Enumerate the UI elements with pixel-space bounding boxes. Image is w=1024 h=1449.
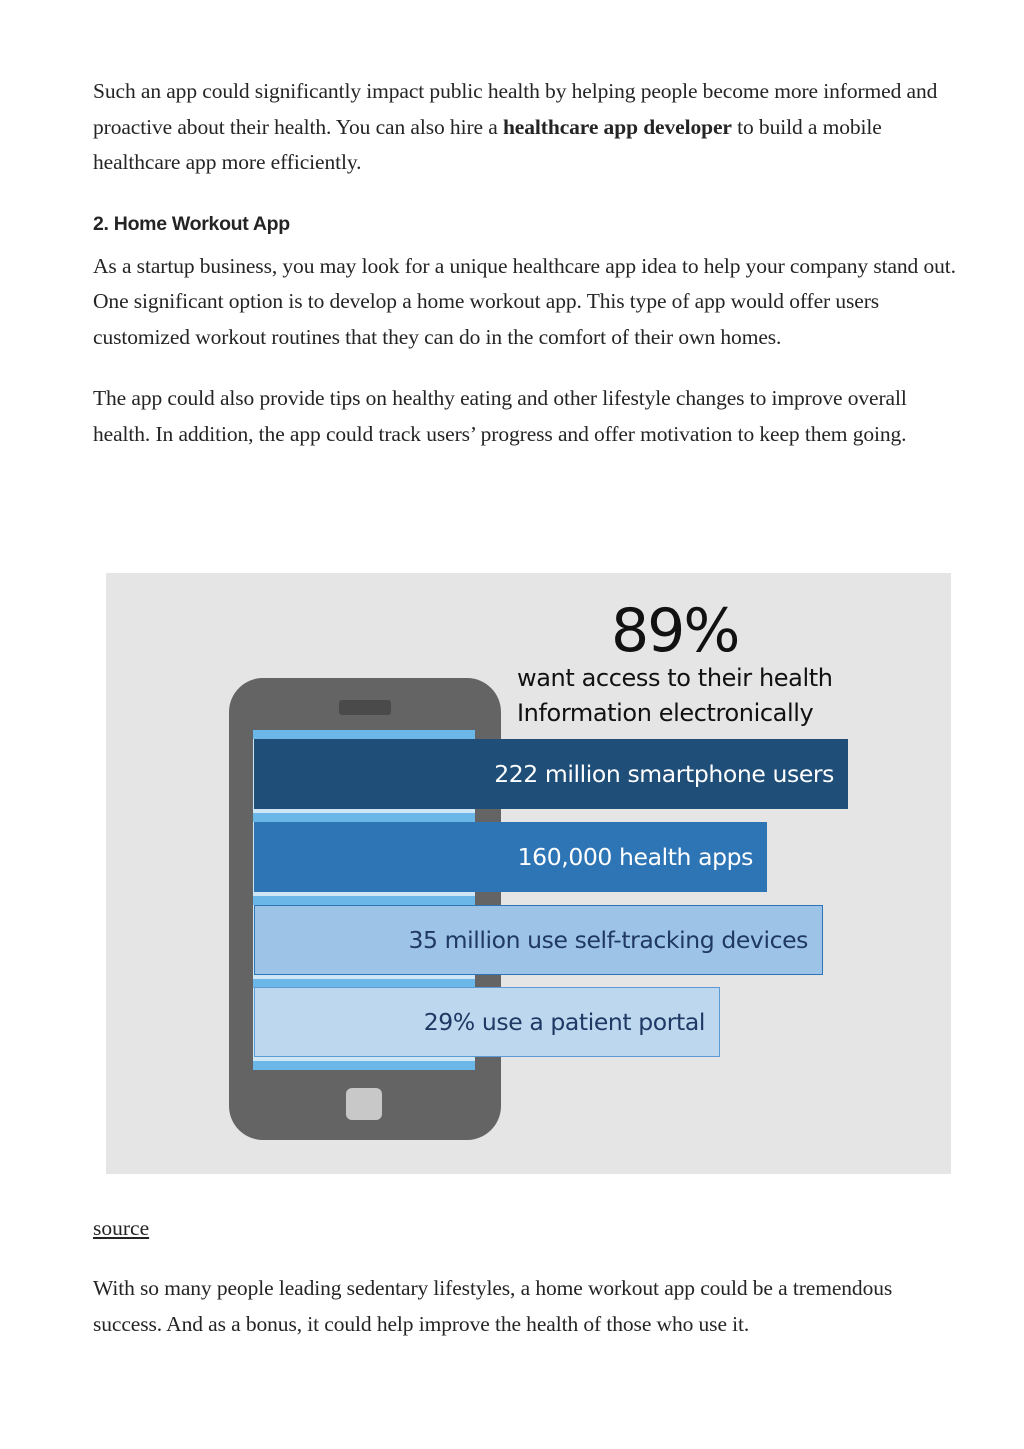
stat-bar-patient-portal: 29% use a patient portal	[254, 987, 720, 1057]
section-paragraph-2: The app could also provide tips on healthy eating and other lifestyle changes to improve overall health. In addition, the app could track users’ progress and offer motivation to keep them going.	[93, 386, 907, 446]
screen-stripe	[253, 730, 475, 739]
phone-speaker	[339, 700, 391, 715]
health-stats-infographic	[106, 573, 951, 1174]
article-body	[93, 74, 963, 452]
phone-home-button	[346, 1088, 382, 1120]
headline-caption	[517, 661, 877, 731]
stat-bar-smartphone-users: 222 million smartphone users	[254, 739, 848, 809]
stat-bar-self-tracking-devices: 35 million use self-tracking devices	[254, 905, 823, 975]
intro-text-after: to build a mobile healthcare app more efficiently.	[93, 114, 882, 174]
healthcare-app-developer-link[interactable]: healthcare app developer	[502, 114, 732, 139]
screen-stripe	[253, 896, 475, 905]
intro-paragraph	[93, 74, 963, 181]
closing-paragraph: With so many people leading sedentary lifestyles, a home workout app could be a tremendous success. And as a bonus, it could help improve the health of those who use it.	[93, 1276, 893, 1336]
headline-caption-line-1: want access to their health	[517, 664, 833, 692]
screen-stripe	[253, 813, 475, 822]
section-heading: 2. Home Workout App	[93, 212, 290, 235]
stat-bar-health-apps: 160,000 health apps	[254, 822, 767, 892]
headline-caption-line-2: Information electronically	[517, 699, 814, 727]
source-link[interactable]: source	[93, 1216, 150, 1240]
intro-text-before: Such an app could significantly impact public health by helping people become more informed and proactive about their health. You can also hire a	[93, 79, 938, 139]
section-paragraph-1: As a startup business, you may look for a unique healthcare app idea to help your company stand out. One significant option is to develop a home workout app. This type of app would offer users customized workout routines that they can do in the comfort of their own homes.	[93, 253, 956, 349]
headline-percentage: 89%	[611, 596, 739, 666]
screen-stripe	[253, 1061, 475, 1070]
closing-section	[93, 1271, 963, 1342]
